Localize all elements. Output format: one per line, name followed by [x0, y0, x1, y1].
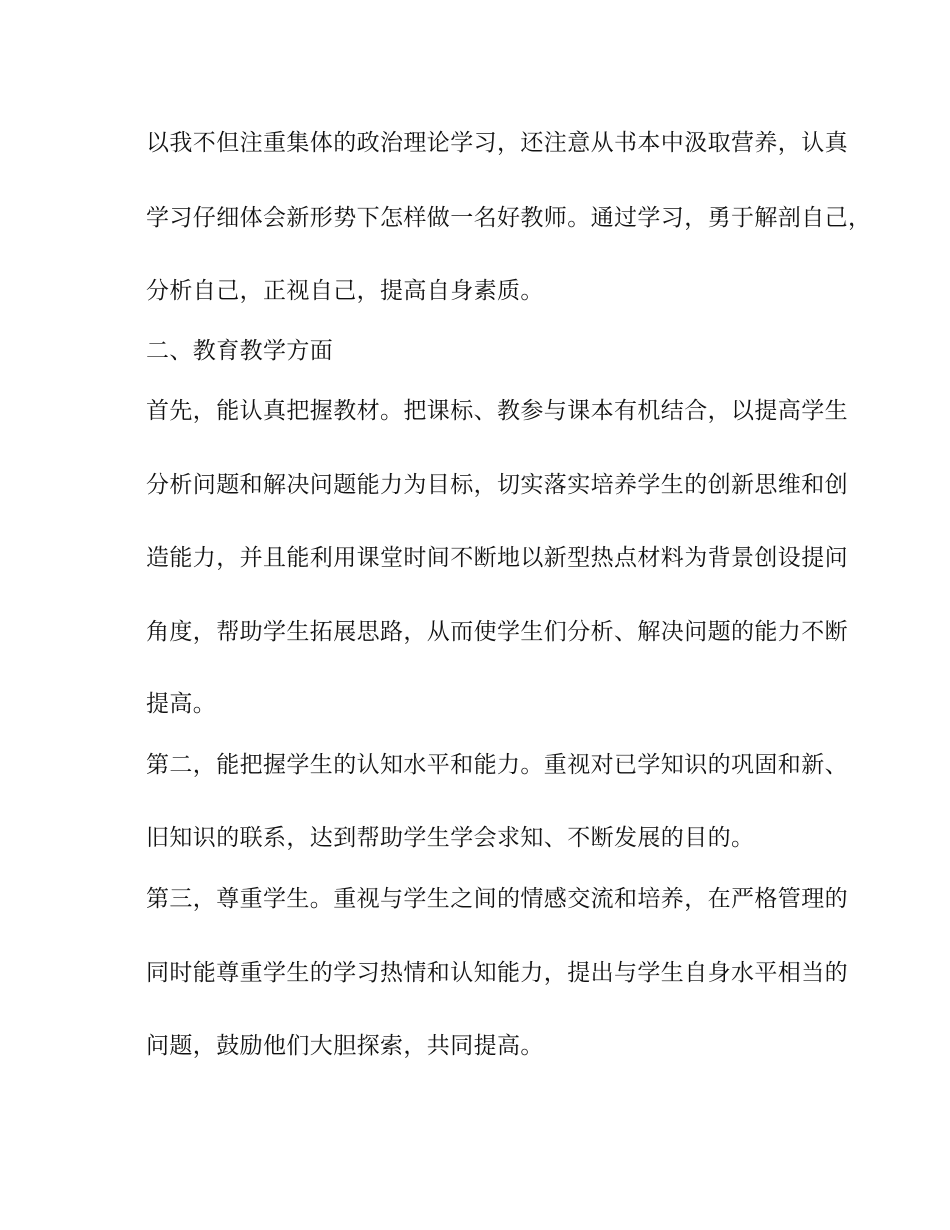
paragraph-line: 提高。	[146, 691, 217, 717]
paragraph-line: 首先，能认真把握教材。把课标、教参与课本有机结合，以提高学生	[146, 398, 848, 424]
paragraph-line: 第三，尊重学生。重视与学生之间的情感交流和培养，在严格管理的	[146, 886, 848, 912]
paragraph-line: 学习仔细体会新形势下怎样做一名好教师。通过学习，勇于解剖自己，	[146, 205, 872, 231]
paragraph-line: 第二，能把握学生的认知水平和能力。重视对已学知识的巩固和新、	[146, 752, 848, 778]
paragraph-line: 角度，帮助学生拓展思路，从而使学生们分析、解决问题的能力不断	[146, 619, 848, 645]
section-heading: 二、教育教学方面	[146, 338, 334, 364]
paragraph-line: 同时能尊重学生的学习热情和认知能力，提出与学生自身水平相当的	[146, 960, 848, 986]
paragraph-line: 以我不但注重集体的政治理论学习，还注意从书本中汲取营养，认真	[146, 130, 848, 156]
paragraph-line: 问题，鼓励他们大胆探索，共同提高。	[146, 1033, 544, 1059]
paragraph-line: 分析问题和解决问题能力为目标，切实落实培养学生的创新思维和创	[146, 472, 848, 498]
paragraph-line: 旧知识的联系，达到帮助学生学会求知、不断发展的目的。	[146, 825, 755, 851]
paragraph-line: 造能力，并且能利用课堂时间不断地以新型热点材料为背景创设提问	[146, 545, 848, 571]
paragraph-line: 分析自己，正视自己，提高自身素质。	[146, 278, 544, 304]
